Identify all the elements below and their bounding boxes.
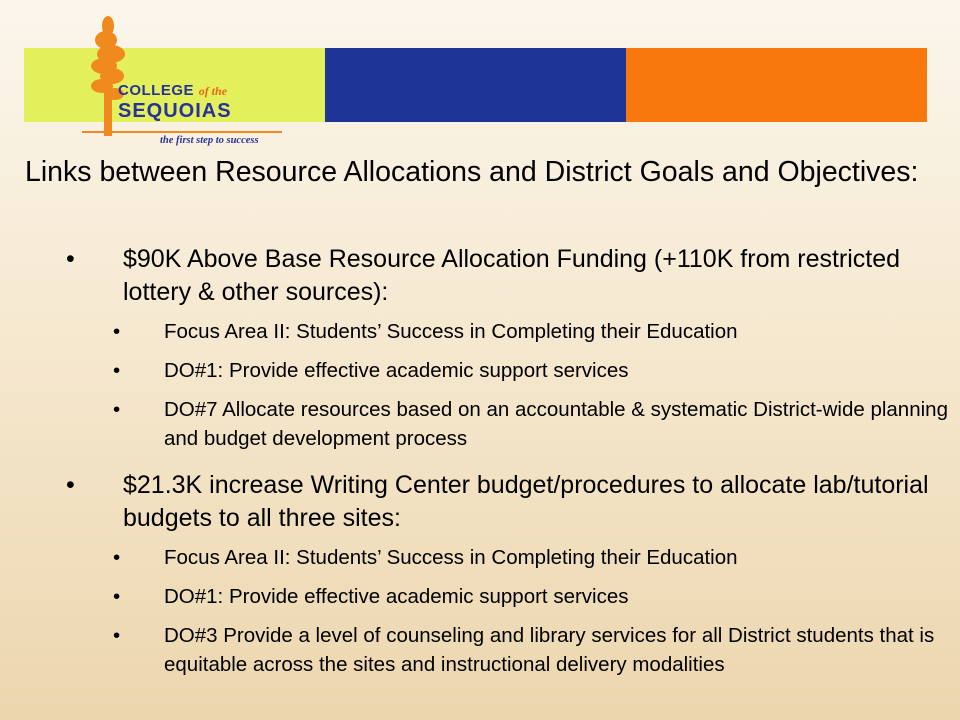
bullet-text: Focus Area II: Students’ Success in Completing their Education (164, 546, 738, 569)
bullet-level2 (0, 543, 960, 572)
bullet-text: $21.3K increase Writing Center budget/procedures to allocate lab/tutorial budgets to all three sites: (123, 471, 929, 532)
bullet-text: Focus Area II: Students’ Success in Completing their Education (164, 320, 738, 343)
bullet-level2 (0, 317, 960, 346)
bullet-level2 (0, 356, 960, 385)
bullet-level1 (0, 243, 960, 309)
bullet-dot: • (66, 245, 75, 273)
bullet-dot: • (113, 624, 121, 647)
bullet-text: DO#3 Provide a level of counseling and library services for all District students that is equitable across the sites and instructional delivery modalities (164, 624, 935, 676)
slide-title: Links between Resource Allocations and District Goals and Objectives: (25, 156, 919, 188)
bullet-dot: • (113, 398, 121, 421)
logo-wordmark-sequoias: SEQUOIAS (118, 100, 232, 122)
logo-tagline: the first step to success (160, 135, 259, 146)
bullet-text: DO#1: Provide effective academic support services (164, 585, 629, 608)
bullet-text: DO#1: Provide effective academic support services (164, 359, 629, 382)
header-band-blue (325, 48, 626, 122)
bullet-text: $90K Above Base Resource Allocation Funding (+110K from restricted lottery & other sources): (123, 245, 901, 306)
bullet-level2 (0, 395, 960, 453)
bullet-dot: • (113, 359, 121, 382)
bullet-dot: • (113, 585, 121, 608)
college-logo (74, 14, 304, 154)
bullet-dot: • (66, 471, 75, 499)
logo-of-the: of the (198, 84, 228, 98)
bullet-level2 (0, 621, 960, 679)
bullet-level2 (0, 582, 960, 611)
bullet-dot: • (113, 546, 121, 569)
bullet-level1 (0, 469, 960, 535)
slide-body (0, 243, 960, 689)
bullet-dot: • (113, 320, 121, 343)
logo-wordmark-college: COLLEGE of the (118, 82, 228, 99)
header-band-orange (626, 48, 927, 122)
bullet-text: DO#7 Allocate resources based on an accountable & systematic District-wide planning and budget development process (164, 398, 948, 450)
logo-underline (82, 131, 282, 133)
